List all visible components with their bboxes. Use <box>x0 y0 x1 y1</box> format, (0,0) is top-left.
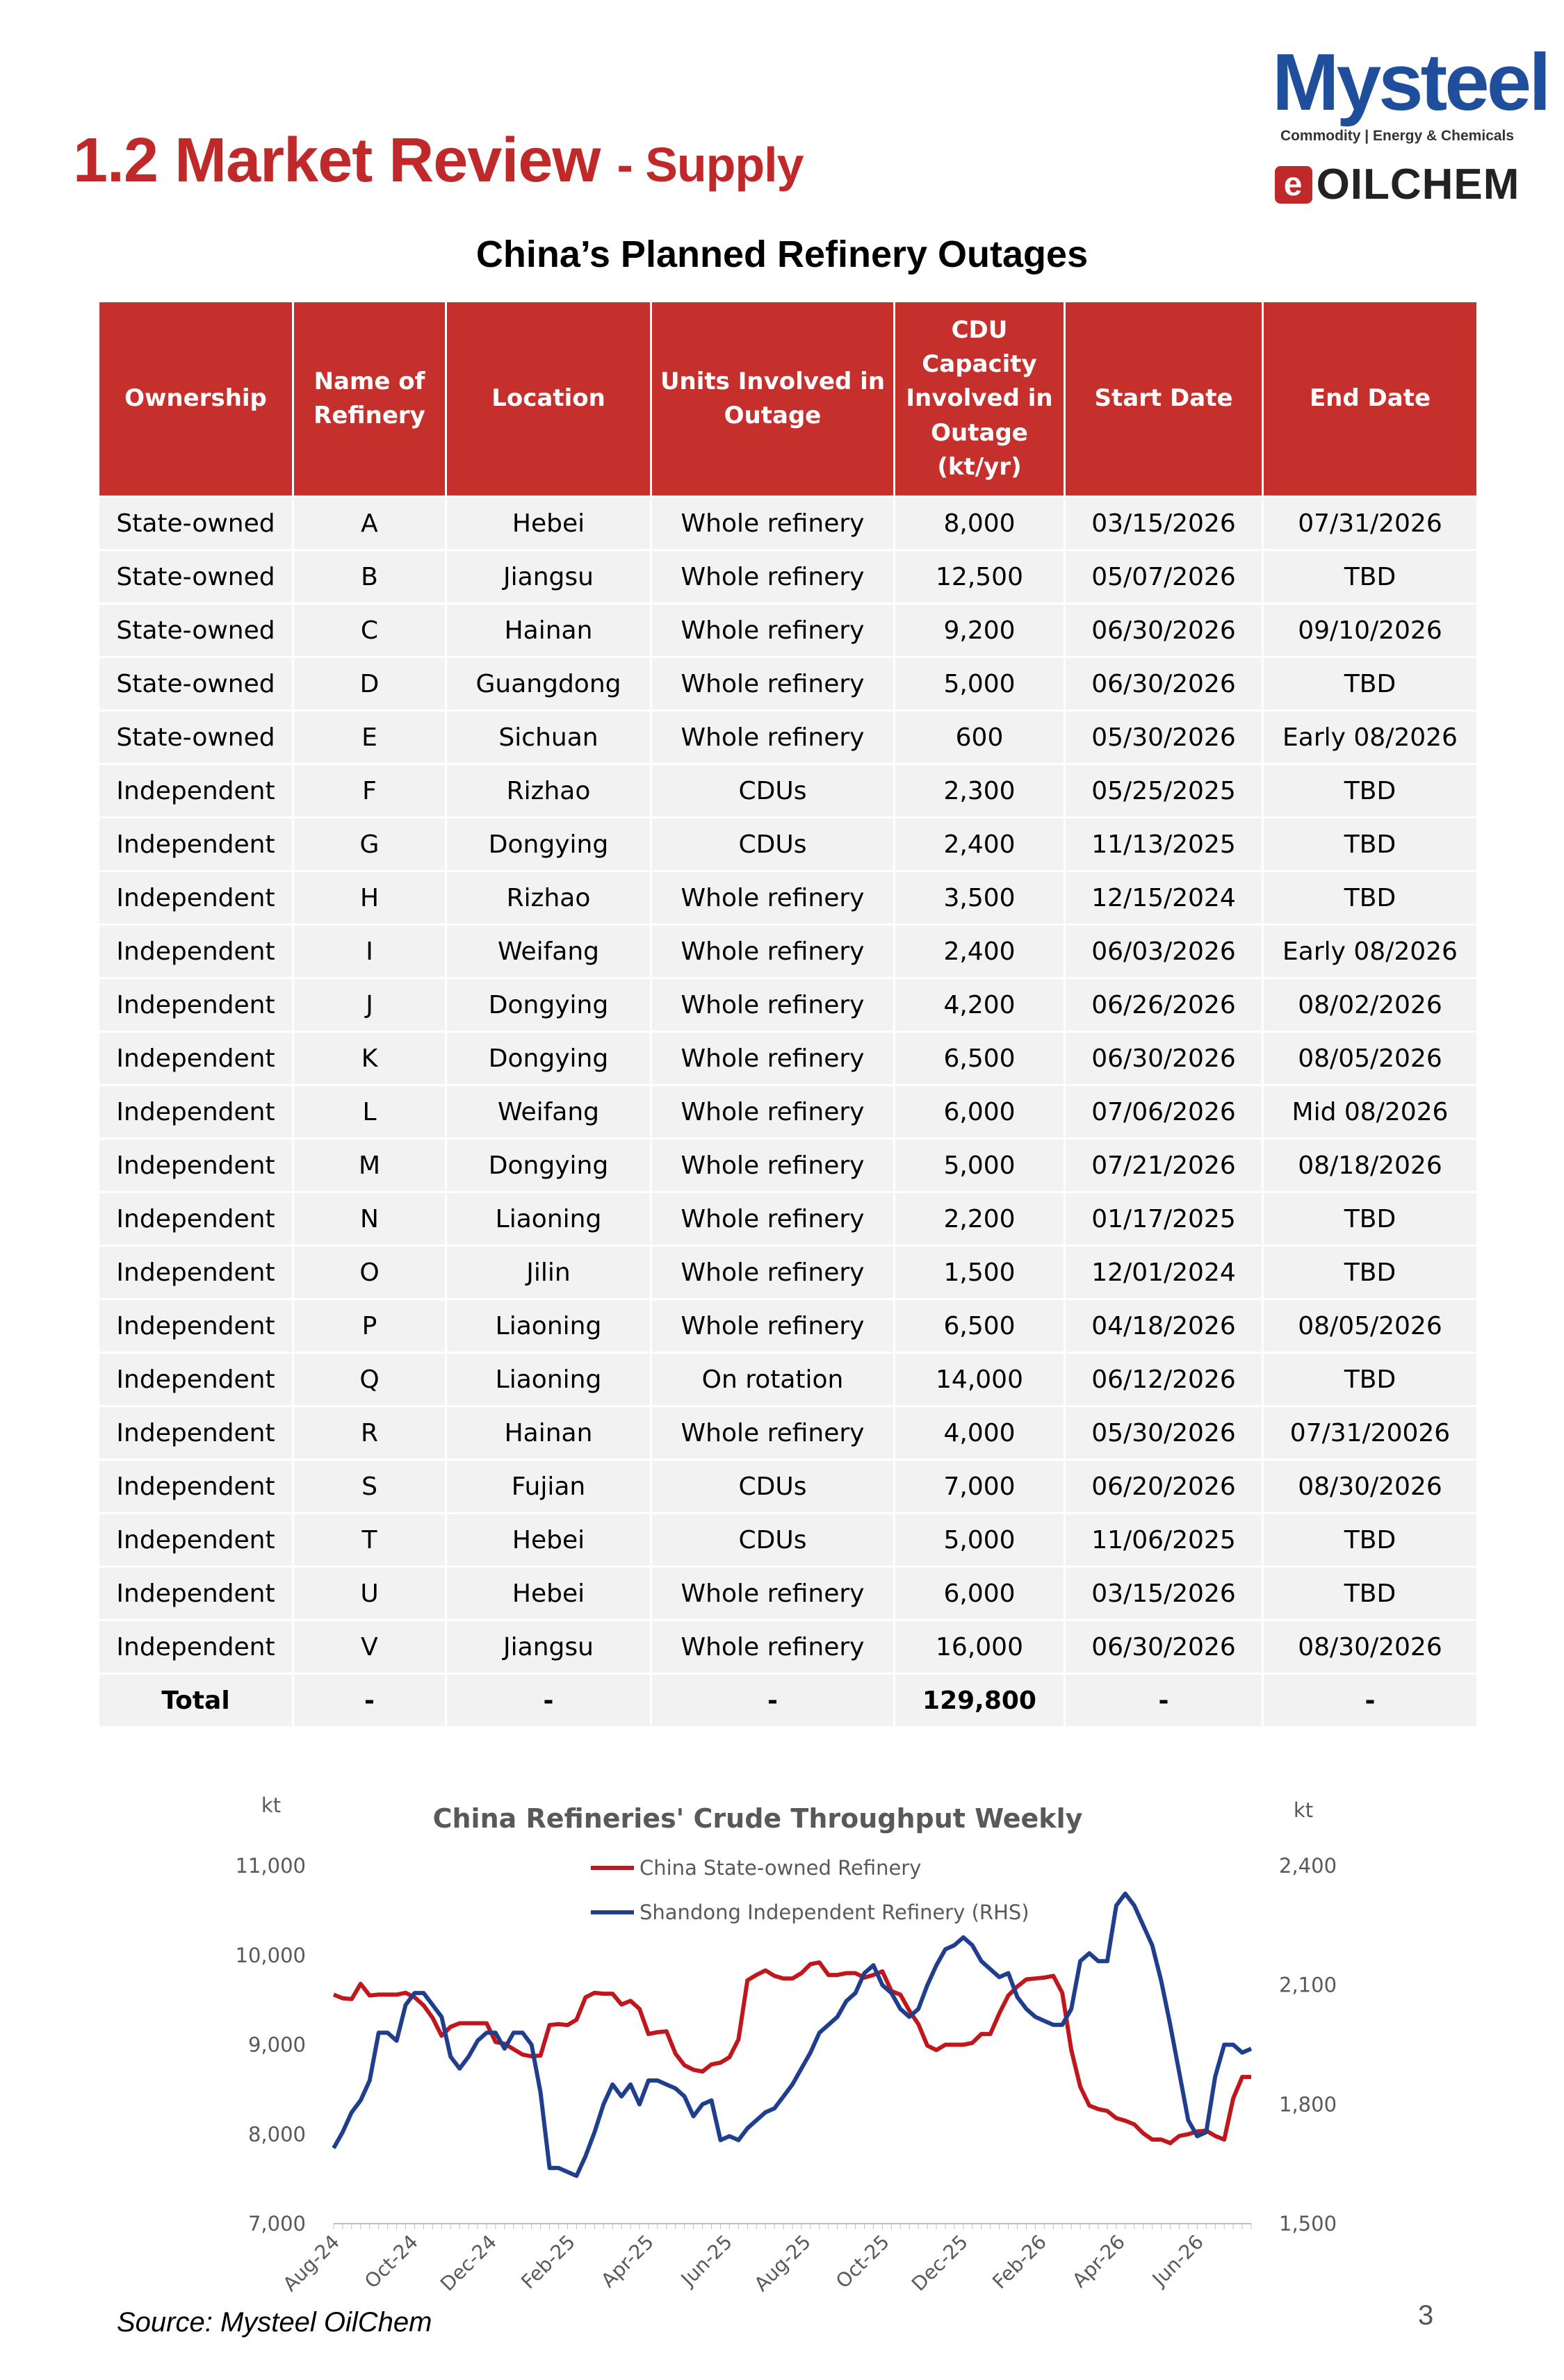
cell-location: Fujian <box>446 1460 651 1513</box>
cell-end-date: Early 08/2026 <box>1263 711 1478 764</box>
cell-end-date: 09/10/2026 <box>1263 604 1478 657</box>
cell-ownership: State-owned <box>99 657 293 711</box>
cell-cdu-capacity: 3,500 <box>895 871 1065 925</box>
cell-location: Guangdong <box>446 657 651 711</box>
x-tick-label: Aug-25 <box>749 2230 815 2296</box>
header-location: Location <box>446 302 651 497</box>
cell-location: Liaoning <box>446 1192 651 1246</box>
cell-ownership: Independent <box>99 1032 293 1085</box>
page-number: 3 <box>1418 2300 1434 2331</box>
refinery-outages-table <box>97 300 1479 1728</box>
cell-units: Whole refinery <box>651 550 895 604</box>
cell-location: Hebei <box>446 1567 651 1620</box>
right-axis-unit: kt <box>1293 1798 1314 1822</box>
cell-start-date: 11/06/2025 <box>1065 1513 1263 1567</box>
cell-location: Hainan <box>446 604 651 657</box>
cell-ownership: Independent <box>99 1192 293 1246</box>
cell-location: Liaoning <box>446 1299 651 1353</box>
cell-refinery-name: K <box>293 1032 446 1085</box>
cell-refinery-name: R <box>293 1406 446 1460</box>
cell-units: Whole refinery <box>651 871 895 925</box>
cell-ownership: Independent <box>99 978 293 1032</box>
cell-start-date: 05/25/2025 <box>1065 764 1263 818</box>
cell-location: Dongying <box>446 1032 651 1085</box>
x-tick-label: Feb-25 <box>516 2230 580 2294</box>
header-cdu-capacity: CDU Capacity Involved in Outage (kt/yr) <box>895 302 1065 497</box>
header-end-date: End Date <box>1263 302 1478 497</box>
cell-start-date: 05/30/2026 <box>1065 1406 1263 1460</box>
header-units: Units Involved in Outage <box>651 302 895 497</box>
cell-location: Jiangsu <box>446 1620 651 1674</box>
cell-start-date: 05/30/2026 <box>1065 711 1263 764</box>
total-cell-ownership: Total <box>99 1674 293 1727</box>
cell-end-date: TBD <box>1263 1192 1478 1246</box>
table-row <box>99 764 1478 818</box>
table-row <box>99 657 1478 711</box>
cell-cdu-capacity: 16,000 <box>895 1620 1065 1674</box>
cell-refinery-name: T <box>293 1513 446 1567</box>
cell-ownership: Independent <box>99 925 293 978</box>
table-row <box>99 978 1478 1032</box>
cell-start-date: 06/30/2026 <box>1065 604 1263 657</box>
legend-label: China State-owned Refinery <box>640 1856 922 1880</box>
cell-location: Hainan <box>446 1406 651 1460</box>
table-row <box>99 1299 1478 1353</box>
cell-cdu-capacity: 2,400 <box>895 818 1065 871</box>
cell-refinery-name: O <box>293 1246 446 1299</box>
cell-ownership: State-owned <box>99 497 293 550</box>
cell-units: Whole refinery <box>651 978 895 1032</box>
cell-units: CDUs <box>651 1513 895 1567</box>
cell-cdu-capacity: 12,500 <box>895 550 1065 604</box>
cell-cdu-capacity: 6,500 <box>895 1299 1065 1353</box>
cell-ownership: Independent <box>99 1085 293 1139</box>
total-cell-units: - <box>651 1674 895 1727</box>
total-cell-refinery-name: - <box>293 1674 446 1727</box>
x-tick-label: Jun-26 <box>1148 2230 1208 2291</box>
cell-end-date: TBD <box>1263 1513 1478 1567</box>
cell-cdu-capacity: 9,200 <box>895 604 1065 657</box>
cell-refinery-name: F <box>293 764 446 818</box>
x-tick-label: Aug-24 <box>278 2230 344 2296</box>
cell-units: Whole refinery <box>651 604 895 657</box>
cell-units: Whole refinery <box>651 1299 895 1353</box>
table-row <box>99 497 1478 550</box>
table-header-row <box>99 302 1478 497</box>
cell-refinery-name: N <box>293 1192 446 1246</box>
x-tick-label: Apr-25 <box>596 2230 658 2292</box>
table-row <box>99 1620 1478 1674</box>
cell-end-date: 08/30/2026 <box>1263 1460 1478 1513</box>
table-row <box>99 604 1478 657</box>
cell-end-date: TBD <box>1263 550 1478 604</box>
table-row <box>99 1353 1478 1406</box>
oilchem-mark-icon: e <box>1275 166 1312 204</box>
cell-start-date: 01/17/2025 <box>1065 1192 1263 1246</box>
right-tick-label: 1,500 <box>1279 2212 1337 2235</box>
cell-ownership: Independent <box>99 1567 293 1620</box>
cell-refinery-name: E <box>293 711 446 764</box>
cell-end-date: TBD <box>1263 1567 1478 1620</box>
cell-location: Dongying <box>446 978 651 1032</box>
cell-units: Whole refinery <box>651 1406 895 1460</box>
table-title: China’s Planned Refinery Outages <box>475 233 1089 275</box>
shandong-independent-series-line <box>334 1894 1251 2176</box>
table-body <box>99 497 1478 1727</box>
cell-cdu-capacity: 7,000 <box>895 1460 1065 1513</box>
cell-start-date: 06/30/2026 <box>1065 657 1263 711</box>
brand-tagline: Commodity | Energy & Chemicals <box>1280 128 1515 144</box>
table-row <box>99 1192 1478 1246</box>
cell-refinery-name: A <box>293 497 446 550</box>
cell-start-date: 12/01/2024 <box>1065 1246 1263 1299</box>
cell-end-date: 07/31/2026 <box>1263 497 1478 550</box>
cell-refinery-name: M <box>293 1139 446 1192</box>
cell-units: Whole refinery <box>651 1567 895 1620</box>
throughput-chart-svg <box>229 1793 1337 2349</box>
cell-cdu-capacity: 14,000 <box>895 1353 1065 1406</box>
cell-start-date: 06/26/2026 <box>1065 978 1263 1032</box>
cell-ownership: State-owned <box>99 711 293 764</box>
cell-cdu-capacity: 2,300 <box>895 764 1065 818</box>
cell-units: Whole refinery <box>651 925 895 978</box>
chart-title: China Refineries' Crude Throughput Weekly <box>432 1803 1083 1834</box>
page-title <box>73 125 804 197</box>
cell-cdu-capacity: 2,200 <box>895 1192 1065 1246</box>
left-axis-unit: kt <box>261 1794 282 1817</box>
cell-location: Dongying <box>446 1139 651 1192</box>
cell-units: Whole refinery <box>651 1085 895 1139</box>
cell-location: Hebei <box>446 497 651 550</box>
cell-refinery-name: U <box>293 1567 446 1620</box>
cell-start-date: 06/30/2026 <box>1065 1032 1263 1085</box>
table-row <box>99 871 1478 925</box>
cell-ownership: Independent <box>99 871 293 925</box>
brand-logo <box>1272 37 1549 209</box>
cell-ownership: Independent <box>99 1406 293 1460</box>
table-row <box>99 1513 1478 1567</box>
cell-location: Liaoning <box>446 1353 651 1406</box>
page-title-suffix: - Supply <box>617 138 804 192</box>
cell-refinery-name: J <box>293 978 446 1032</box>
cell-cdu-capacity: 5,000 <box>895 1139 1065 1192</box>
cell-end-date: TBD <box>1263 764 1478 818</box>
cell-start-date: 06/03/2026 <box>1065 925 1263 978</box>
cell-start-date: 07/06/2026 <box>1065 1085 1263 1139</box>
total-cell-location: - <box>446 1674 651 1727</box>
cell-ownership: Independent <box>99 1246 293 1299</box>
right-tick-label: 2,100 <box>1279 1973 1337 1997</box>
cell-end-date: TBD <box>1263 1353 1478 1406</box>
cell-refinery-name: I <box>293 925 446 978</box>
cell-end-date: 08/18/2026 <box>1263 1139 1478 1192</box>
cell-location: Jiangsu <box>446 550 651 604</box>
cell-end-date: 08/05/2026 <box>1263 1299 1478 1353</box>
cell-start-date: 07/21/2026 <box>1065 1139 1263 1192</box>
cell-location: Jilin <box>446 1246 651 1299</box>
cell-location: Rizhao <box>446 764 651 818</box>
cell-refinery-name: C <box>293 604 446 657</box>
cell-units: Whole refinery <box>651 1192 895 1246</box>
x-tick-label: Dec-24 <box>435 2230 501 2296</box>
total-row <box>99 1674 1478 1727</box>
left-tick-label: 11,000 <box>235 1854 306 1878</box>
cell-cdu-capacity: 1,500 <box>895 1246 1065 1299</box>
cell-refinery-name: L <box>293 1085 446 1139</box>
cell-units: Whole refinery <box>651 1032 895 1085</box>
table-row <box>99 1460 1478 1513</box>
cell-cdu-capacity: 6,000 <box>895 1567 1065 1620</box>
table-row <box>99 1246 1478 1299</box>
total-cell-cdu-capacity: 129,800 <box>895 1674 1065 1727</box>
cell-cdu-capacity: 6,500 <box>895 1032 1065 1085</box>
cell-location: Weifang <box>446 1085 651 1139</box>
cell-units: On rotation <box>651 1353 895 1406</box>
cell-end-date: TBD <box>1263 657 1478 711</box>
cell-cdu-capacity: 600 <box>895 711 1065 764</box>
cell-ownership: Independent <box>99 1460 293 1513</box>
x-tick-label: Jun-25 <box>676 2230 737 2291</box>
cell-location: Dongying <box>446 818 651 871</box>
legend-label: Shandong Independent Refinery (RHS) <box>640 1901 1029 1924</box>
cell-start-date: 06/30/2026 <box>1065 1620 1263 1674</box>
cell-refinery-name: G <box>293 818 446 871</box>
cell-refinery-name: B <box>293 550 446 604</box>
cell-start-date: 03/15/2026 <box>1065 1567 1263 1620</box>
cell-end-date: 07/31/20026 <box>1263 1406 1478 1460</box>
cell-end-date: 08/02/2026 <box>1263 978 1478 1032</box>
cell-location: Weifang <box>446 925 651 978</box>
cell-cdu-capacity: 6,000 <box>895 1085 1065 1139</box>
cell-refinery-name: D <box>293 657 446 711</box>
cell-end-date: 08/30/2026 <box>1263 1620 1478 1674</box>
cell-ownership: Independent <box>99 1513 293 1567</box>
x-tick-label: Dec-25 <box>906 2230 972 2296</box>
cell-cdu-capacity: 4,000 <box>895 1406 1065 1460</box>
cell-units: Whole refinery <box>651 1620 895 1674</box>
mysteel-logo: Mysteel <box>1272 37 1549 127</box>
cell-start-date: 06/20/2026 <box>1065 1460 1263 1513</box>
cell-units: CDUs <box>651 818 895 871</box>
cell-ownership: Independent <box>99 1139 293 1192</box>
table-row <box>99 1085 1478 1139</box>
cell-refinery-name: H <box>293 871 446 925</box>
cell-refinery-name: S <box>293 1460 446 1513</box>
cell-units: Whole refinery <box>651 1246 895 1299</box>
cell-end-date: TBD <box>1263 1246 1478 1299</box>
oilchem-wordmark: OILCHEM <box>1316 161 1520 208</box>
page-title-main: 1.2 Market Review <box>73 126 601 195</box>
cell-units: CDUs <box>651 1460 895 1513</box>
cell-cdu-capacity: 5,000 <box>895 657 1065 711</box>
source-note: Source: Mysteel OilChem <box>117 2307 432 2338</box>
cell-end-date: Early 08/2026 <box>1263 925 1478 978</box>
cell-ownership: Independent <box>99 764 293 818</box>
cell-units: Whole refinery <box>651 1139 895 1192</box>
cell-cdu-capacity: 5,000 <box>895 1513 1065 1567</box>
cell-cdu-capacity: 8,000 <box>895 497 1065 550</box>
cell-refinery-name: Q <box>293 1353 446 1406</box>
table-row <box>99 925 1478 978</box>
total-cell-start-date: - <box>1065 1674 1263 1727</box>
cell-end-date: Mid 08/2026 <box>1263 1085 1478 1139</box>
oilchem-logo <box>1272 160 1522 209</box>
header-start-date: Start Date <box>1065 302 1263 497</box>
cell-start-date: 06/12/2026 <box>1065 1353 1263 1406</box>
table-row <box>99 818 1478 871</box>
header-refinery-name: Name of Refinery <box>293 302 446 497</box>
cell-refinery-name: P <box>293 1299 446 1353</box>
right-tick-label: 2,400 <box>1279 1854 1337 1878</box>
cell-units: Whole refinery <box>651 497 895 550</box>
total-cell-end-date: - <box>1263 1674 1478 1727</box>
left-tick-label: 7,000 <box>247 2212 306 2235</box>
cell-units: Whole refinery <box>651 657 895 711</box>
cell-location: Sichuan <box>446 711 651 764</box>
throughput-chart <box>229 1793 1337 2349</box>
table-row <box>99 1567 1478 1620</box>
cell-end-date: 08/05/2026 <box>1263 1032 1478 1085</box>
table-row <box>99 1406 1478 1460</box>
cell-units: CDUs <box>651 764 895 818</box>
table-row <box>99 1139 1478 1192</box>
cell-cdu-capacity: 2,400 <box>895 925 1065 978</box>
cell-ownership: Independent <box>99 1353 293 1406</box>
cell-location: Rizhao <box>446 871 651 925</box>
right-tick-label: 1,800 <box>1279 2092 1337 2117</box>
cell-start-date: 04/18/2026 <box>1065 1299 1263 1353</box>
x-tick-label: Oct-25 <box>831 2230 894 2293</box>
cell-end-date: TBD <box>1263 871 1478 925</box>
cell-units: Whole refinery <box>651 711 895 764</box>
left-tick-label: 9,000 <box>247 2033 306 2057</box>
cell-end-date: TBD <box>1263 818 1478 871</box>
left-tick-label: 10,000 <box>235 1943 306 1967</box>
header-ownership: Ownership <box>99 302 293 497</box>
table-row <box>99 550 1478 604</box>
cell-start-date: 12/15/2024 <box>1065 871 1263 925</box>
x-tick-label: Oct-24 <box>360 2230 423 2293</box>
table-row <box>99 1032 1478 1085</box>
table-row <box>99 711 1478 764</box>
cell-ownership: Independent <box>99 1299 293 1353</box>
x-tick-label: Apr-26 <box>1068 2230 1130 2292</box>
cell-cdu-capacity: 4,200 <box>895 978 1065 1032</box>
x-tick-label: Feb-26 <box>988 2230 1051 2294</box>
cell-ownership: State-owned <box>99 604 293 657</box>
cell-location: Hebei <box>446 1513 651 1567</box>
cell-refinery-name: V <box>293 1620 446 1674</box>
cell-ownership: Independent <box>99 818 293 871</box>
cell-ownership: Independent <box>99 1620 293 1674</box>
cell-start-date: 11/13/2025 <box>1065 818 1263 871</box>
cell-start-date: 03/15/2026 <box>1065 497 1263 550</box>
cell-ownership: State-owned <box>99 550 293 604</box>
cell-start-date: 05/07/2026 <box>1065 550 1263 604</box>
left-tick-label: 8,000 <box>247 2122 306 2147</box>
